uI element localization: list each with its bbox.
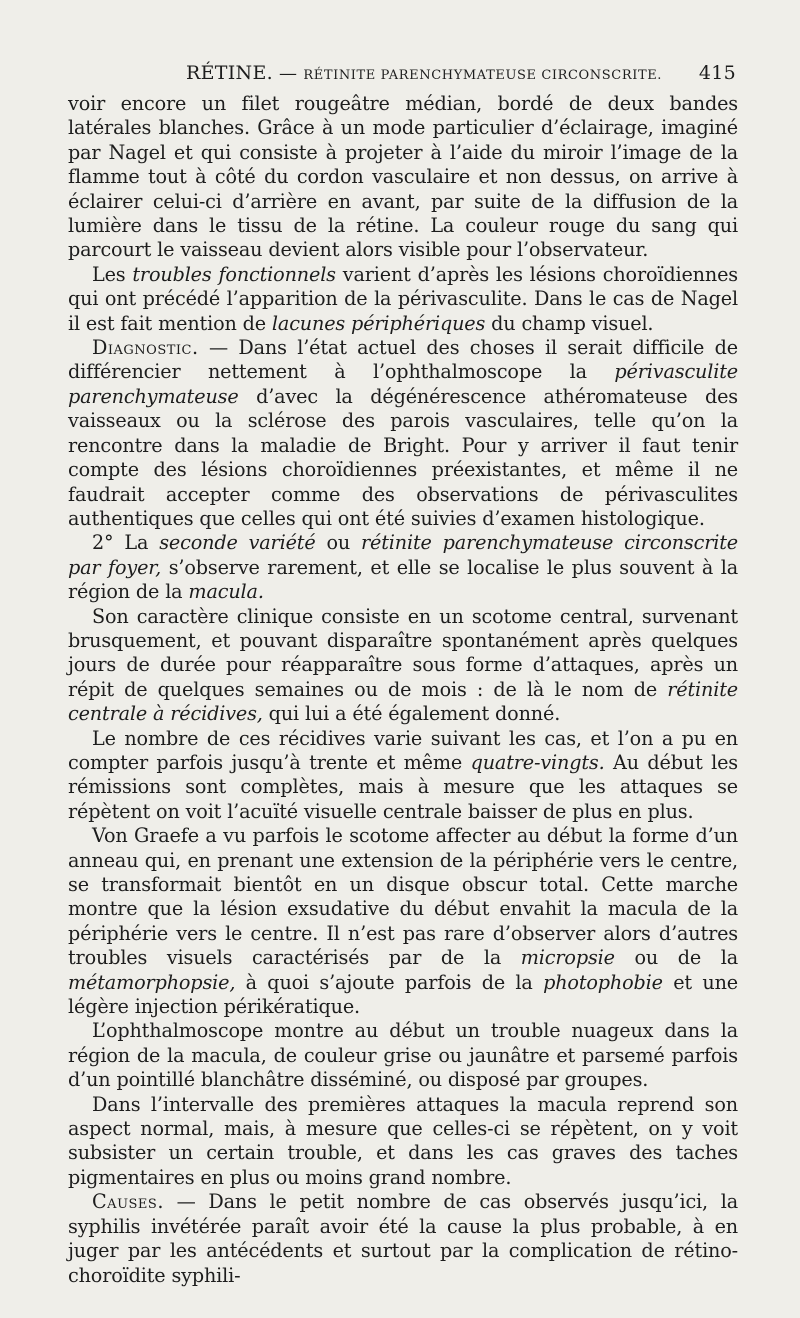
running-title-main: RÉTINE. <box>186 62 273 84</box>
text-run: d’avec la dégénérescence athéromateuse des vaisseaux ou la sclérose des parois vasculaires, telle qu’on la rencontre dans la maladie de Bright. Pour y arriver il faut tenir compte des lésions choroïdiennes préexistantes, et même il ne faudrait accepter comme des observations de périvasculites authentiques que celles qui ont été suivies d’examen histologique. <box>68 384 738 530</box>
paragraph-intervalle: Dans l’intervalle des premières attaques la macula reprend son aspect normal, mais, à mesure que celles-ci se répètent, on y voit subsister un certain trouble, et dans les cas graves des taches pigmentaires en plus ou moins grand nombre. <box>68 1092 738 1189</box>
text-run: à quoi s’ajoute parfois de la <box>235 970 544 994</box>
running-title <box>186 62 662 84</box>
italic-term: photophobie <box>543 970 663 994</box>
italic-term: micropsie <box>520 946 615 970</box>
text-run: Le nombre de ces récidives varie suivant les cas, et l’on a pu en compter parfois jusqu’à trente et même <box>68 726 738 774</box>
text-run: Au début les rémissions sont complètes, mais à mesure que les attaques se répètent on voit l’acuïté visuelle centrale baisser de plus en plus. <box>68 750 738 823</box>
text-run: ou de la <box>614 946 738 970</box>
section-label-diagnostic: Diagnostic. <box>92 336 199 360</box>
text-run: — Dans le petit nombre de cas observés jusqu’ici, la syphilis invétérée paraît avoir été la cause la plus probable, à en juger par les antécédents et surtout par la complication de rétino-choroïdite syphili- <box>68 1190 738 1287</box>
italic-term: troubles fonctionnels <box>132 262 336 286</box>
running-head <box>68 62 738 92</box>
paragraph-caractere-clinique <box>68 605 738 727</box>
text-run: varient d’après les lésions choroïdiennes qui ont précédé l’apparition de la périvasculite. Dans le cas de Nagel il est fait mention de <box>68 262 738 335</box>
running-title-subtitle: RÉTINITE PARENCHYMATEUSE CIRCONSCRITE. <box>303 68 663 83</box>
paragraph-continuation: voir encore un filet rougeâtre médian, bordé de deux bandes latérales blanches. Grâce à un mode particulier d’éclairage, imaginé par Nagel et qui consiste à projeter à l’aide du miroir l’image de la flamme tout à côté du cordon vasculaire et non dessus, on arrive à éclairer celui-ci d’arrière en avant, par suite de la diffusion de la lumière dans le tissu de la rétine. La couleur rouge du sang qui parcourt le vaisseau devient alors visible pour l’observateur. <box>68 92 738 262</box>
italic-term: lacunes périphériques <box>271 311 486 335</box>
paragraph-seconde-variete <box>68 531 738 604</box>
text-run: — Dans l’état actuel des choses il serait difficile de différencier nettement à l’ophthalmoscope la <box>68 336 738 384</box>
italic-term: macula. <box>188 580 264 604</box>
paragraph-diagnostic <box>68 336 738 531</box>
paragraph-causes <box>68 1190 738 1288</box>
italic-term: quatre-vingts. <box>470 750 605 774</box>
section-label-causes: Causes. <box>92 1190 164 1214</box>
text-run: Von Graefe a vu parfois le scotome affecter au début la forme d’un anneau qui, en prenant une extension de la périphérie vers le centre, se transformait bientôt en un disque obscur total. Cette marche montre que la lésion exsudative du début envahit la macula de la périphérie vers le centre. Il n’est pas rare d’observer alors d’autres troubles visuels caractérisés par de la <box>68 824 738 970</box>
page-number: 415 <box>698 62 736 84</box>
text-run: ou <box>315 531 361 555</box>
text-run: et une légère injection périkératique. <box>68 970 738 1019</box>
paragraph-recidives <box>68 727 738 825</box>
running-title-dash: — <box>273 63 304 84</box>
italic-term: métamorphopsie, <box>68 970 236 994</box>
paragraph-ophthalmoscope: L’ophthalmoscope montre au début un trouble nuageux dans la région de la macula, de couleur grise ou jaunâtre et parsemé parfois d’un pointillé blanchâtre disséminé, ou disposé par groupes. <box>68 1019 738 1092</box>
italic-term: périvasculite parenchymateuse <box>68 360 738 408</box>
paragraph-troubles-fonctionnels <box>68 263 738 336</box>
italic-term: rétinite parenchymateuse circonscrite par foyer, <box>68 531 739 579</box>
text-run: du champ visuel. <box>485 311 654 335</box>
text-run: s’observe rarement, et elle se localise le plus souvent à la région de la <box>68 555 738 604</box>
italic-term: rétinite centrale à récidives, <box>68 677 738 726</box>
body-text <box>68 92 738 1288</box>
italic-term: seconde variété <box>159 531 316 555</box>
text-run: qui lui a été également donné. <box>262 702 561 726</box>
text-run: Son caractère clinique consiste en un scotome central, survenant brusquement, et pouvant disparaître spontanément après quelques jours de durée pour réapparaître sous forme d’attaques, après un répit de quelques semaines ou de mois : de là le nom de <box>68 604 738 701</box>
text-run: Les <box>92 262 133 286</box>
paragraph-von-graefe <box>68 824 738 1019</box>
text-run: 2° La <box>92 531 160 555</box>
